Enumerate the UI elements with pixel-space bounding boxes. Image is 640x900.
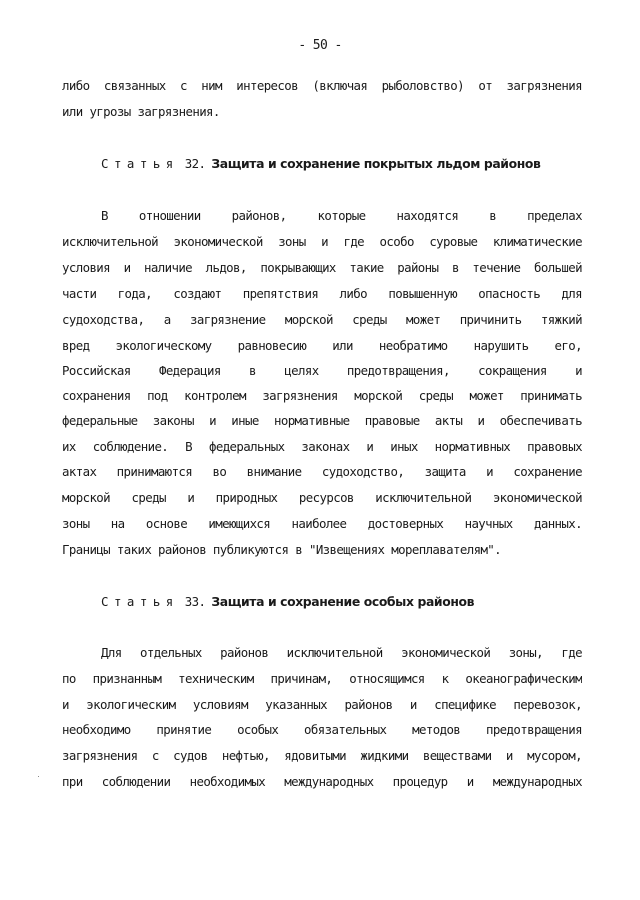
text-line: морской среды и природных ресурсов исключительной экономической [62, 490, 582, 505]
text-line: актах принимаются во внимание судоходство, защита и сохранение [62, 464, 582, 479]
text-line: либо связанных с ним интересов (включая рыболовство) от загрязнения [62, 78, 582, 93]
text-line: судоходства, а загрязнение морской среды может причинить тяжкий [62, 312, 582, 327]
text-line: по признанным техническим причинам, относящимся к океанографическим [62, 671, 582, 686]
article-number: 32. [184, 156, 206, 171]
text-line: необходимо принятие особых обязательных методов предотвращения [62, 722, 582, 737]
text-line: при соблюдении необходимых международных процедур и международных [62, 774, 582, 789]
text-line: В отношении районов, которые находятся в пределах [101, 208, 582, 223]
article-title: Защита и сохранение особых районов [211, 594, 475, 609]
text-line: сохранения под контролем загрязнения морской среды может принимать [62, 388, 582, 403]
text-line: или угрозы загрязнения. [62, 104, 220, 119]
article-word: Статья [101, 594, 179, 609]
text-line: исключительной экономической зоны и где особо суровые климатические [62, 234, 582, 249]
text-line: Российская Федерация в целях предотвращения, сокращения и [62, 363, 582, 378]
page-number: - 50 - [298, 38, 342, 53]
article-word: Статья [101, 156, 179, 171]
article-32-heading [101, 156, 540, 172]
text-line: условия и наличие льдов, покрывающих такие районы в течение большей [62, 260, 582, 275]
text-line: и экологическим условиям указанных районов и специфике перевозок, [62, 697, 582, 712]
text-line: части года, создают препятствия либо повышенную опасность для [62, 286, 582, 301]
text-line: федеральные законы и иные нормативные правовые акты и обеспечивать [62, 413, 582, 428]
text-line: Для отдельных районов исключительной экономической зоны, где [101, 645, 582, 660]
text-line: вред экологическому равновесию или необратимо нарушить его, [62, 338, 582, 353]
text-line: загрязнения с судов нефтью, ядовитыми жидкими веществами и мусором, [62, 748, 582, 763]
text-line: их соблюдение. В федеральных законах и иных нормативных правовых [62, 439, 582, 454]
scan-speck [38, 776, 39, 777]
article-33-heading [101, 594, 474, 610]
article-number: 33. [184, 594, 206, 609]
article-title: Защита и сохранение покрытых льдом районов [211, 156, 541, 171]
text-line: Границы таких районов публикуются в "Извещениях мореплавателям". [62, 542, 502, 557]
text-line: зоны на основе имеющихся наиболее достоверных научных данных. [62, 516, 582, 531]
